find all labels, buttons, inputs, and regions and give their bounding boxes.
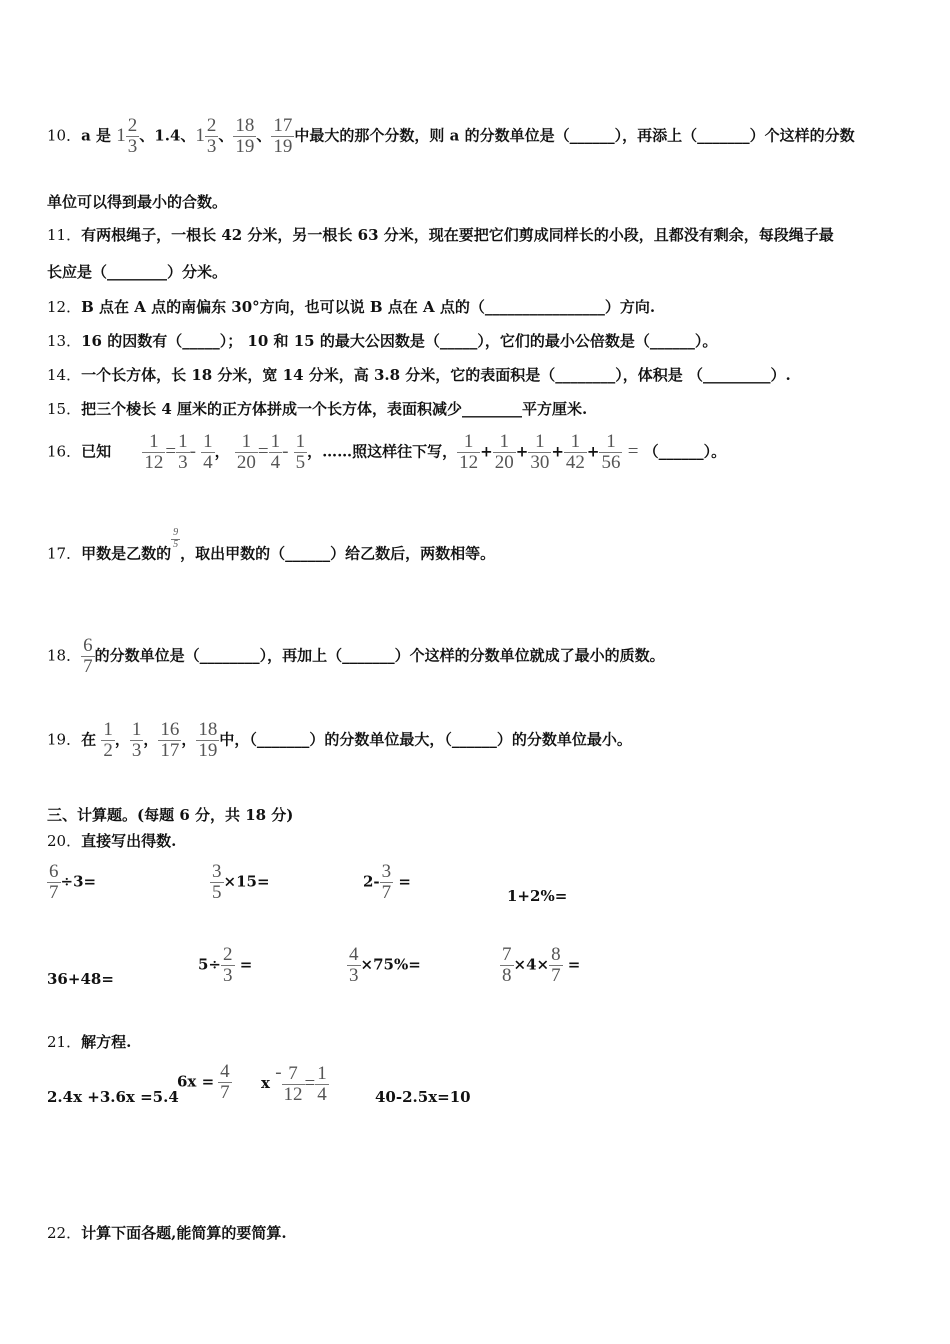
equation: x - $\frac{7}{12}$ = $\frac{1}{4}$	[261, 1062, 327, 1105]
question-11: 11．有两根绳子，一根长 42 分米，另一根长 63 分米，现在要把它们剪成同样长的小段，且都没有剩余，每段绳子最	[47, 226, 834, 244]
question-22: 22．计算下面各题,能简算的要简算.	[47, 1224, 287, 1242]
fraction: $\frac{1}{5}$	[295, 431, 306, 473]
question-number: 14．	[47, 366, 82, 384]
fraction: $\frac{1}{20}$	[494, 431, 514, 473]
fraction: $\frac{18}{19}$	[198, 719, 218, 761]
fraction: $\frac{1}{56}$	[601, 431, 621, 473]
question-13: 13．16 的因数有（_____）； 10 和 15 的最大公因数是（_____），它们的最小公倍数是（______）。	[47, 332, 718, 350]
question-10: 10．a 是 1 $\frac{2}{3}$ 、1.4、1 $\frac{2}{3}$ 、 $\frac{18}{19}$ 、 $\frac{17}{19}$ 中最大的那个分数，则 a 的分数单位是（______），再添上（_______）个这样的分数	[47, 115, 855, 157]
question-number: 17．	[47, 544, 82, 563]
fraction: $\frac{1}{12}$	[144, 431, 164, 473]
question-11-line2: 长应是（________）分米。	[47, 263, 228, 281]
fraction: $\frac{1}{30}$	[530, 431, 550, 473]
section-title: 三、计算题。(每题 6 分，共 18 分)	[47, 806, 294, 824]
question-17: 17．甲数是乙数的 $\frac{9}{5}$ ，取出甲数的（______）给乙数后，两数相等。	[47, 527, 496, 563]
calc-item: 36+48=	[47, 970, 114, 988]
fraction: $\frac{7}{12}$	[283, 1062, 303, 1105]
question-number: 19．	[47, 730, 82, 749]
question-number: 20．	[47, 832, 82, 850]
question-10-line2: 单位可以得到最小的合数。	[47, 193, 228, 211]
fraction: $\frac{1}{12}$	[459, 431, 479, 473]
fraction: $\frac{1}{4}$	[317, 1062, 327, 1105]
calc-item: $\frac{7}{8}$ ×4× $\frac{8}{7}$ =	[502, 944, 581, 986]
equation: 6x = $\frac{4}{7}$	[177, 1061, 230, 1103]
fraction: $\frac{1}{42}$	[565, 431, 585, 473]
question-14: 14．一个长方体，长 18 分米，宽 14 分米，高 3.8 分米，它的表面积是（________），体积是 （_________）.	[47, 366, 791, 384]
question-number: 16．	[47, 442, 82, 461]
question-number: 15．	[47, 400, 82, 418]
fraction: $\frac{6}{7}$	[49, 861, 59, 903]
calc-item: $\frac{6}{7}$ ÷3=	[49, 861, 97, 903]
fraction: $\frac{4}{7}$	[220, 1061, 230, 1103]
fraction: $\frac{9}{5}$	[173, 527, 179, 550]
fraction: $\frac{7}{8}$	[502, 944, 512, 986]
question-21: 21．解方程.	[47, 1033, 132, 1051]
equation: 2.4x +3.6x =5.4	[47, 1088, 179, 1106]
fraction: $\frac{1}{4}$	[270, 431, 281, 473]
fraction: $\frac{4}{3}$	[349, 944, 359, 986]
fraction: $\frac{17}{19}$	[273, 115, 293, 157]
fraction: $\frac{1}{3}$	[178, 431, 188, 473]
question-number: 12．	[47, 298, 82, 316]
question-number: 13．	[47, 332, 82, 350]
question-12: 12．B 点在 A 点的南偏东 30°方向，也可以说 B 点在 A 点的（________________）方向.	[47, 298, 656, 316]
question-15: 15．把三个棱长 4 厘米的正方体拼成一个长方体，表面积减少________平方厘米.	[47, 400, 588, 418]
question-number: 22．	[47, 1224, 82, 1242]
fraction: $\frac{16}{17}$	[160, 719, 180, 761]
question-18: 18． $\frac{6}{7}$ 的分数单位是（________），再加上（_______）个这样的分数单位就成了最小的质数。	[47, 635, 665, 677]
calc-item: 1+2%=	[507, 887, 568, 905]
fraction: $\frac{8}{7}$	[551, 944, 561, 986]
mixed-fraction: 1 $\frac{2}{3}$	[195, 115, 217, 157]
mixed-fraction: 1 $\frac{2}{3}$	[116, 115, 138, 157]
question-16: 16．已知 $\frac{1}{12}$ = $\frac{1}{3}$ - $\frac{1}{4}$ ， $\frac{1}{20}$ = $\frac{1}{4}$ - $\frac{1}{5}$ ，……照这样往下写， $\frac{1}{12}$ + $\frac{1}{20}$ + $\frac{1}{30}$ + $\frac{1}{42}$ + $\frac{1}{56}$ = （______）。	[47, 431, 727, 473]
question-number: 21．	[47, 1033, 82, 1051]
calc-item: 2- $\frac{3}{7}$ =	[363, 861, 411, 903]
fraction: $\frac{3}{5}$	[212, 861, 222, 903]
calc-item: $\frac{4}{3}$ ×75%=	[349, 944, 421, 986]
fraction: $\frac{18}{19}$	[235, 115, 255, 157]
fraction: $\frac{2}{3}$	[223, 944, 233, 986]
fraction: $\frac{1}{20}$	[236, 431, 256, 473]
question-number: 18．	[47, 646, 82, 665]
fraction: $\frac{1}{2}$	[103, 719, 113, 761]
question-20: 20．直接写出得数.	[47, 832, 177, 850]
calc-item: 5÷ $\frac{2}{3}$ =	[198, 944, 253, 986]
calc-item: $\frac{3}{5}$ ×15=	[212, 861, 270, 903]
fraction: $\frac{6}{7}$	[83, 635, 93, 677]
fraction: $\frac{1}{3}$	[131, 719, 142, 761]
fraction: $\frac{3}{7}$	[381, 861, 392, 903]
equation: 40-2.5x=10	[375, 1088, 471, 1106]
question-number: 10．	[47, 126, 82, 145]
fraction: $\frac{1}{4}$	[203, 431, 213, 473]
question-number: 11．	[47, 226, 82, 244]
question-19: 19．在 $\frac{1}{2}$ ， $\frac{1}{3}$ ， $\frac{16}{17}$ ， $\frac{18}{19}$ 中，（_______）的分数单位最大，（______）的分数单位最小。	[47, 719, 632, 761]
